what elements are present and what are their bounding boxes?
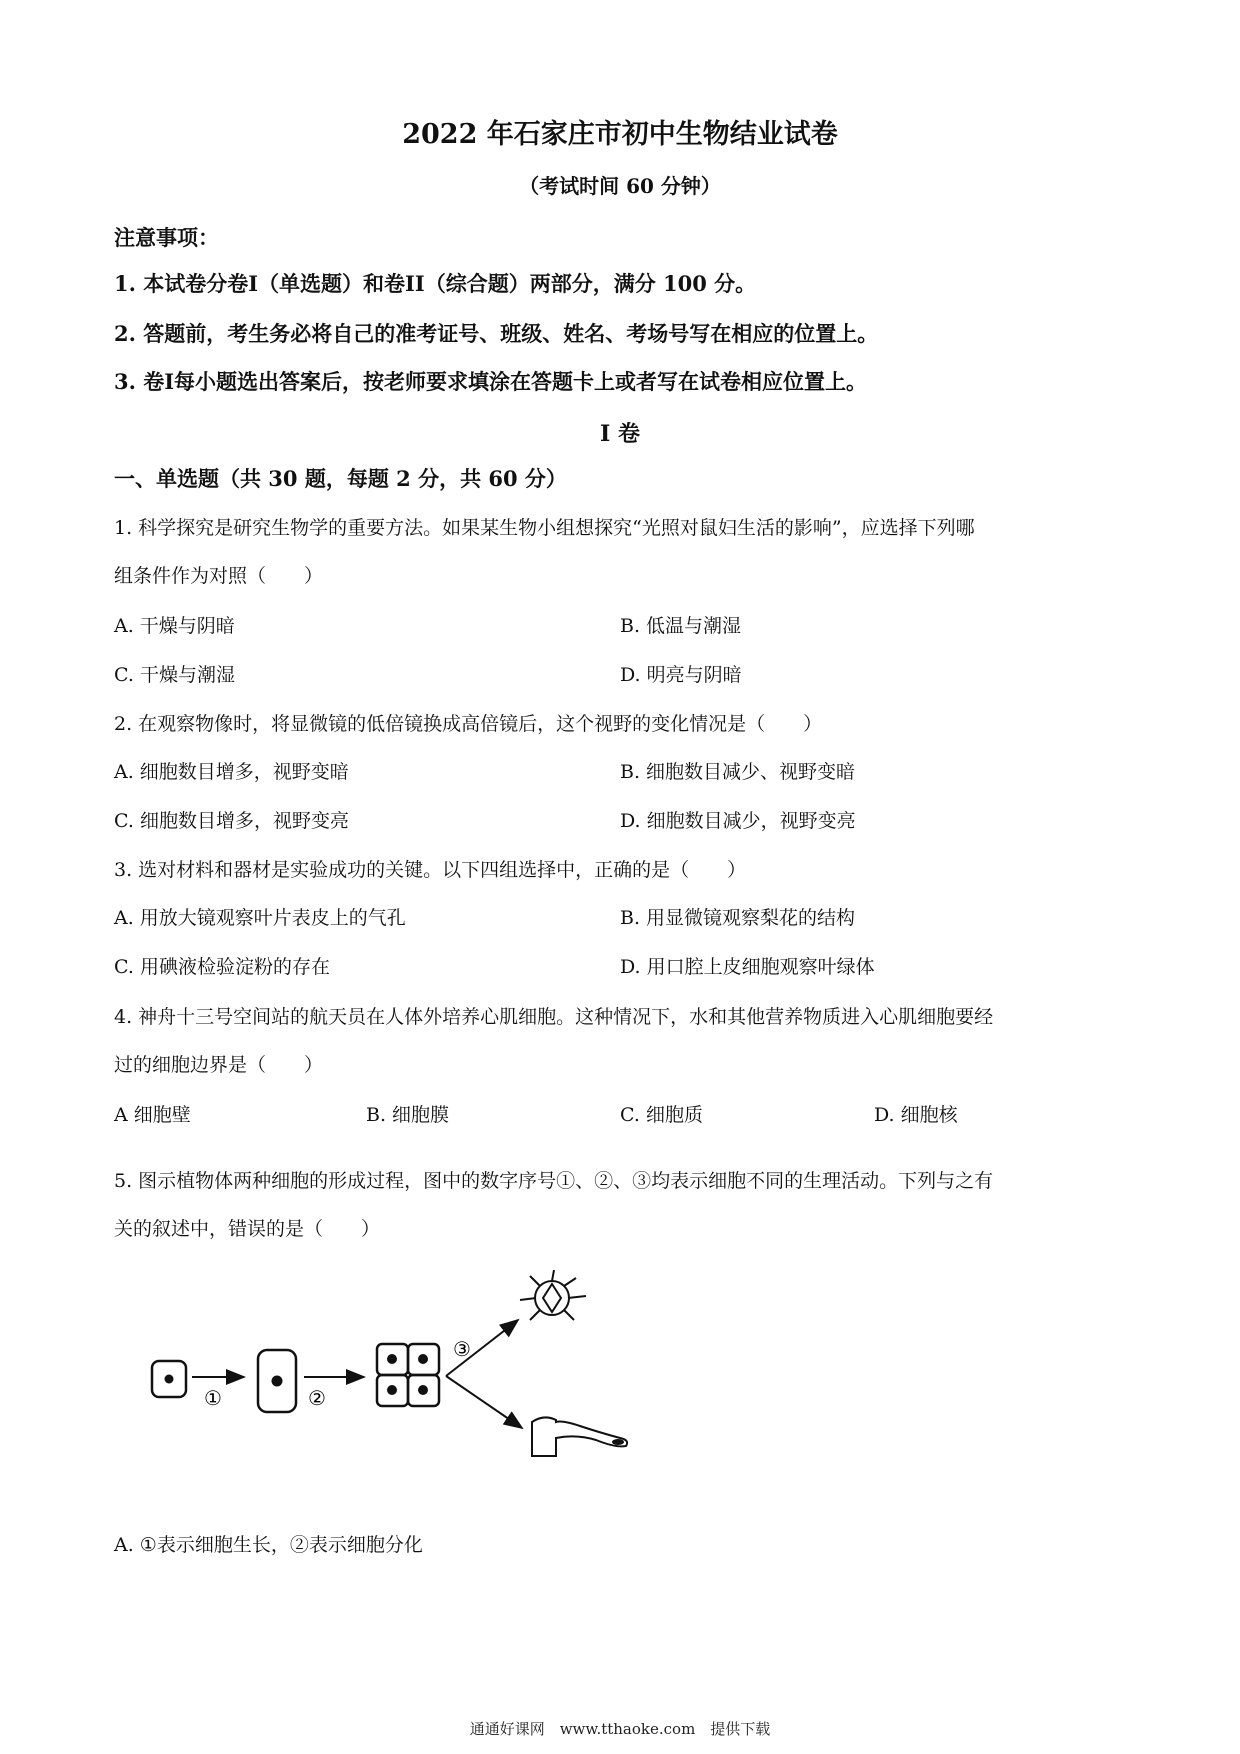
option-c[interactable]: C. 干燥与潮湿: [114, 664, 235, 686]
notice-item: 2. 答题前，考生务必将自己的准考证号、班级、姓名、考场号写在相应的位置上。: [114, 321, 879, 346]
question-text: 过的细胞边界是（ ）: [114, 1054, 324, 1076]
option-d[interactable]: D. 用口腔上皮细胞观察叶绿体: [620, 956, 875, 978]
option-b[interactable]: B. 低温与潮湿: [620, 615, 742, 637]
option-a[interactable]: A. ①表示细胞生长，②表示细胞分化: [114, 1534, 423, 1556]
question-text: 2. 在观察物像时，将显微镜的低倍镜换成高倍镜后，这个视野的变化情况是（ ）: [114, 713, 823, 735]
notice-item: 1. 本试卷分卷I（单选题）和卷II（综合题）两部分，满分 100 分。: [114, 271, 757, 296]
divided-cells: [377, 1344, 439, 1406]
footer-source: 通通好课网 www.tthaoke.com 提供下载: [469, 1720, 771, 1738]
exam-title: 2022 年石家庄市初中生物结业试卷: [402, 119, 838, 150]
option-a[interactable]: A 细胞壁: [114, 1104, 191, 1126]
option-d[interactable]: D. 细胞核: [874, 1104, 958, 1126]
cell-formation-diagram: [140, 1270, 660, 1460]
differentiated-cell-upper: [520, 1270, 586, 1320]
option-a[interactable]: A. 干燥与阴暗: [114, 615, 235, 637]
option-a[interactable]: A. 用放大镜观察叶片表皮上的气孔: [114, 907, 406, 929]
label-process-3: ③: [453, 1337, 471, 1361]
initial-cell: [152, 1361, 186, 1397]
question-text: 5. 图示植物体两种细胞的形成过程，图中的数字序号①、②、③均表示细胞不同的生理活动。下列与之有: [114, 1170, 994, 1192]
question-text: 1. 科学探究是研究生物学的重要方法。如果某生物小组想探究“光照对鼠妇生活的影响”，应选择下列哪: [114, 517, 975, 539]
option-a[interactable]: A. 细胞数目增多，视野变暗: [114, 761, 349, 783]
label-process-1: ①: [204, 1386, 222, 1410]
option-b[interactable]: B. 用显微镜观察梨花的结构: [620, 907, 856, 929]
option-d[interactable]: D. 细胞数目减少，视野变亮: [620, 810, 856, 832]
question-text: 3. 选对材料和器材是实验成功的关键。以下四组选择中，正确的是（ ）: [114, 859, 747, 881]
option-d[interactable]: D. 明亮与阴暗: [620, 664, 742, 686]
question-text: 组条件作为对照（ ）: [114, 565, 324, 587]
option-c[interactable]: C. 用碘液检验淀粉的存在: [114, 956, 330, 978]
grown-cell: [258, 1350, 296, 1412]
exam-duration: （考试时间 60 分钟）: [519, 174, 721, 198]
option-b[interactable]: B. 细胞数目减少、视野变暗: [620, 761, 856, 783]
option-c[interactable]: C. 细胞数目增多，视野变亮: [114, 810, 349, 832]
question-text: 4. 神舟十三号空间站的航天员在人体外培养心肌细胞。这种情况下，水和其他营养物质进入心肌细胞要经: [114, 1006, 994, 1028]
option-c[interactable]: C. 细胞质: [620, 1104, 703, 1126]
section-label: I 卷: [600, 421, 640, 447]
part-heading: 一、单选题（共 30 题，每题 2 分，共 60 分）: [114, 466, 567, 491]
differentiated-cell-lower: [532, 1417, 627, 1456]
notice-heading: 注意事项：: [114, 225, 219, 250]
option-b[interactable]: B. 细胞膜: [366, 1104, 450, 1126]
question-text: 关的叙述中，错误的是（ ）: [114, 1218, 381, 1240]
arrow-lower-branch: [446, 1376, 522, 1428]
notice-item: 3. 卷I每小题选出答案后，按老师要求填涂在答题卡上或者写在试卷相应位置上。: [114, 369, 868, 394]
label-process-2: ②: [308, 1386, 326, 1410]
